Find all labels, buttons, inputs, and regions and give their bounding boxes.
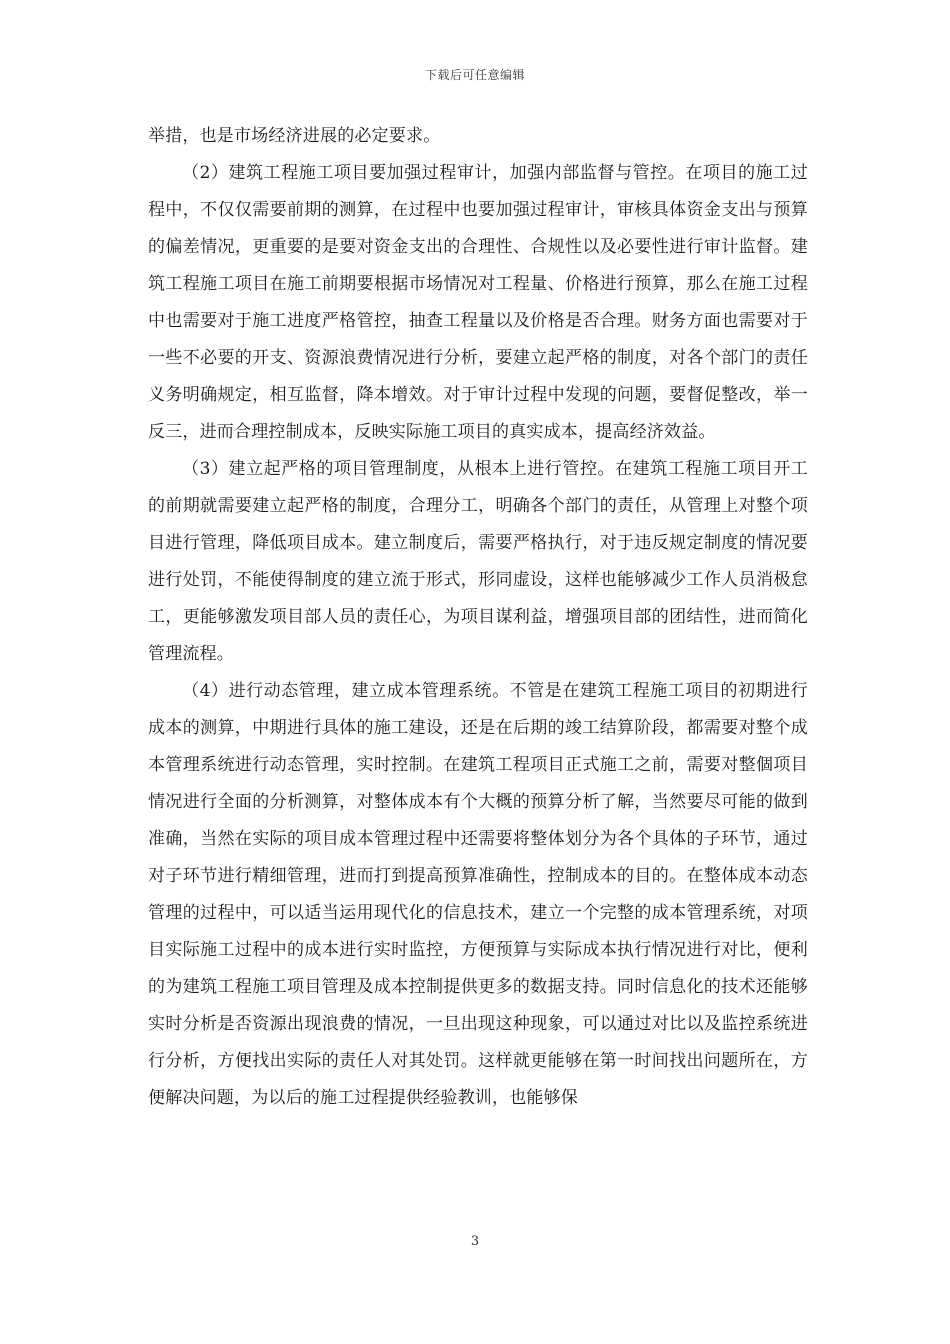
document-body: [148, 118, 808, 1117]
paragraph-management-system: （3）建立起严格的项目管理制度，从根本上进行管控。在建筑工程施工项目开工的前期就需要建立起严格的制度，合理分工，明确各个部门的责任，从管理上对整个项目进行管理，降低项目成本。建立制度后，需要严格执行，对于违反规定制度的情况要进行处罚，不能使得制度的建立流于形式，形同虚设，这样也能够减少工作人员消极怠工，更能够激发项目部人员的责任心，为项目谋利益，增强项目部的团结性，进而简化管理流程。: [148, 459, 808, 664]
paragraph-dynamic-management: （4）进行动态管理，建立成本管理系统。不管是在建筑工程施工项目的初期进行成本的测算，中期进行具体的施工建设，还是在后期的竣工结算阶段，都需要对整个成本管理系统进行动态管理，实时控制。在建筑工程项目正式施工之前，需要对整個项目情况进行全面的分析测算，对整体成本有个大概的预算分析了解，当然要尽可能的做到准确，当然在实际的项目成本管理过程中还需要将整体划分为各个具体的子环节，通过对子环节进行精细管理，进而打到提高预算准确性，控制成本的目的。在整体成本动态管理的过程中，可以适当运用现代化的信息技术，建立一个完整的成本管理系统，对项目实际施工过程中的成本进行实时监控，方便预算与实际成本执行情况进行对比，便利的为建筑工程施工项目管理及成本控制提供更多的数据支持。同时信息化的技术还能够实时分析是否资源出现浪费的情况，一旦出现这种现象，可以通过对比以及监控系统进行分析，方便找出实际的责任人对其处罚。这样就更能够在第一时间找出问题所在，方便解决问题，为以后的施工过程提供经验教训，也能够保: [148, 681, 808, 1108]
page-number: 3: [470, 1234, 480, 1249]
paragraph-continuation: 举措，也是市场经济进展的必定要求。: [148, 126, 441, 146]
paragraph-process-audit: （2）建筑工程施工项目要加强过程审计，加强内部监督与管控。在项目的施工过程中，不仅仅需要前期的测算，在过程中也要加强过程审计，审核具体资金支出与预算的偏差情况，更重要的是要对资金支出的合理性、合规性以及必要性进行审计监督。建筑工程施工项目在施工前期要根据市场情况对工程量、价格进行预算，那么在施工过程中也需要对于施工进度严格管控，抽查工程量以及价格是否合理。财务方面也需要对于一些不必要的开支、资源浪费情况进行分析，要建立起严格的制度，对各个部门的责任义务明确规定，相互监督，降本增效。对于审计过程中发现的问题，要督促整改，举一反三，进而合理控制成本，反映实际施工项目的真实成本，提高经济效益。: [148, 163, 808, 442]
page-header: 下载后可任意编辑: [424, 68, 525, 82]
